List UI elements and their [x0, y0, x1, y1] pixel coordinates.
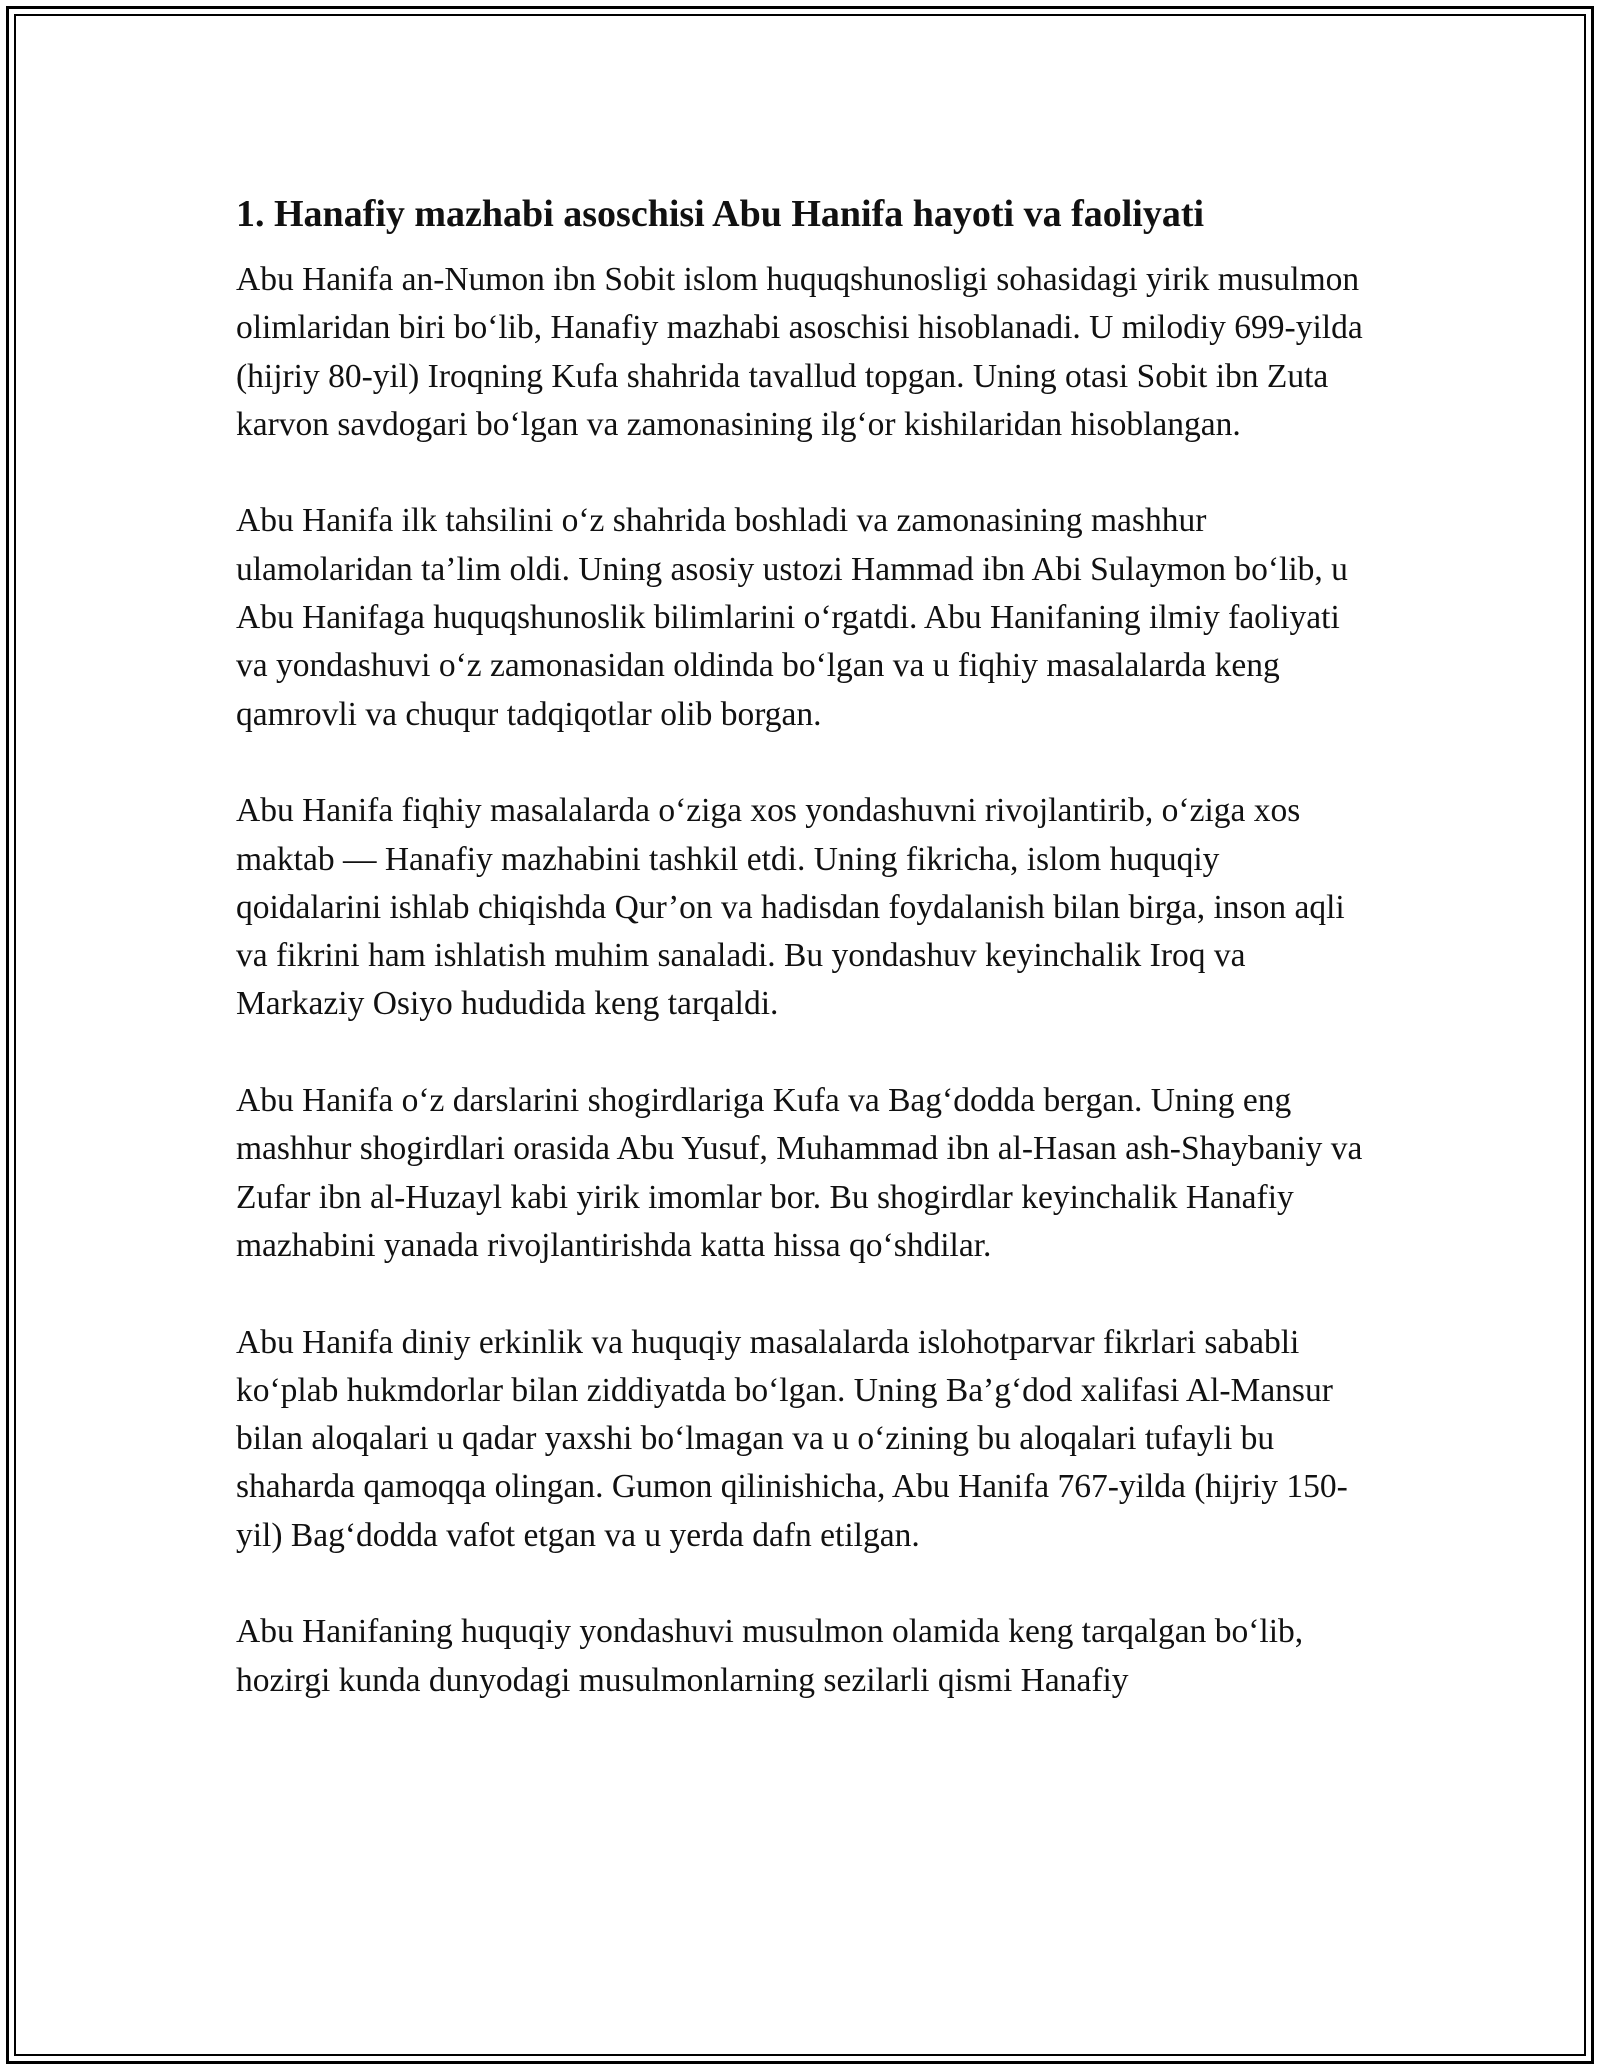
- section-title: 1. Hanafiy mazhabi asoschisi Abu Hanifa hayoti va faoliyati: [236, 193, 1205, 235]
- paragraph-6: Abu Hanifaning huquqiy yondashuvi musulmon olamida keng tarqalgan bo‘lib, hozirgi kunda dunyodagi musulmonlarning sezilarli qismi Hanafiy: [236, 1613, 1304, 1699]
- paragraph-2: Abu Hanifa ilk tahsilini o‘z shahrida boshladi va zamonasining mashhur ulamolaridan ta’lim oldi. Uning asosiy ustozi Hammad ibn Abi Sulaymon bo‘lib, u Abu Hanifaga huquqshunoslik bilimlarini o‘rgatdi. Abu Hanifaning ilmiy faoliyati va yondashuvi o‘z zamonasidan oldinda bo‘lgan va u fiqhiy masalalarda keng qamrovli va chuqur tadqiqotlar olib borgan.: [236, 502, 1348, 733]
- paragraph-5: Abu Hanifa diniy erkinlik va huquqiy masalalarda islohotparvar fikrlari sababli ko‘plab hukmdorlar bilan ziddiyatda bo‘lgan. Uning Ba’g‘dod xalifasi Al-Mansur bilan aloqalari u qadar yaxshi bo‘lmagan va u o‘zining bu aloqalari tufayli bu shaharda qamoqqa olingan. Gumon qilinishicha, Abu Hanifa 767-yilda (hijriy 150-yil) Bag‘dodda vafot etgan va u yerda dafn etilgan.: [236, 1323, 1348, 1554]
- paragraph-1: Abu Hanifa an-Numon ibn Sobit islom huquqshunosligi sohasidagi yirik musulmon olimlaridan biri bo‘lib, Hanafiy mazhabi asoschisi hisoblanadi. U milodiy 699-yilda (hijriy 80-yil) Iroqning Kufa shahrida tavallud topgan. Uning otasi Sobit ibn Zuta karvon savdogari bo‘lgan va zamonasining ilg‘or kishilaridan hisoblangan.: [236, 261, 1363, 443]
- paragraph-4: Abu Hanifa o‘z darslarini shogirdlariga Kufa va Bag‘dodda bergan. Uning eng mashhur shogirdlari orasida Abu Yusuf, Muhammad ibn al-Hasan ash-Shaybaniy va Zufar ibn al-Huzayl kabi yirik imomlar bor. Bu shogirdlar keyinchalik Hanafiy mazhabini yanada rivojlantirishda katta hissa qo‘shdilar.: [236, 1082, 1363, 1264]
- document-body: [236, 188, 1366, 1753]
- paragraph-3: Abu Hanifa fiqhiy masalalarda o‘ziga xos yondashuvni rivojlantirib, o‘ziga xos maktab — Hanafiy mazhabini tashkil etdi. Uning fikricha, islom huquqiy qoidalarini ishlab chiqishda Qur’on va hadisdan foydalanish bilan birga, inson aqli va fikrini ham ishlatish muhim sanaladi. Bu yondashuv keyinchalik Iroq va Markaziy Osiyo hududida keng tarqaldi.: [236, 792, 1345, 1023]
